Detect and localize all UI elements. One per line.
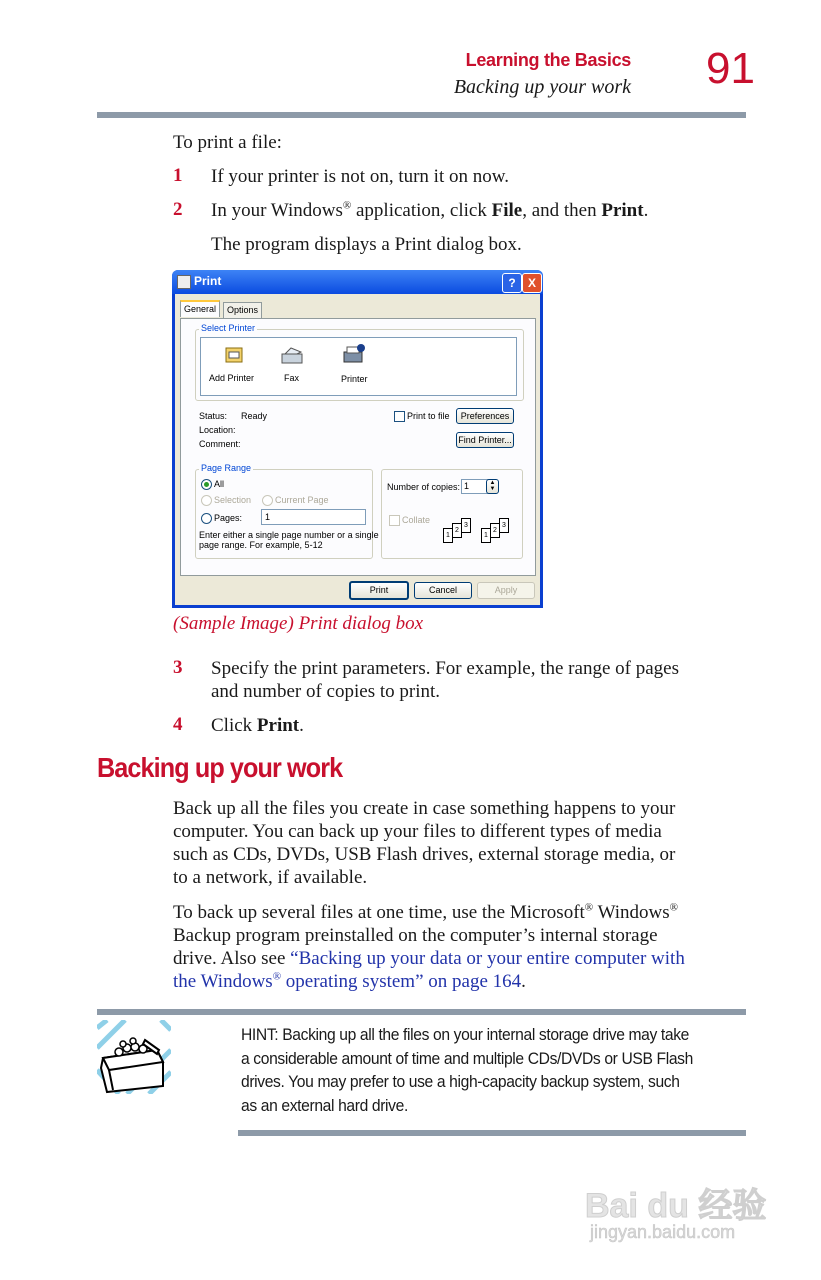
copies-label: Number of copies: bbox=[387, 482, 461, 492]
figure-caption: (Sample Image) Print dialog box bbox=[173, 613, 424, 634]
cross-reference-link[interactable]: “Backing up your data or your entire computer with bbox=[290, 948, 685, 969]
apply-button[interactable]: Apply bbox=[477, 582, 535, 599]
printer-icon bbox=[177, 275, 191, 289]
hint-line: drives. You may prefer to use a high-capacity backup system, such bbox=[241, 1072, 680, 1091]
paragraph-line: the Windows® operating system” on page 164. bbox=[173, 970, 526, 992]
printer-icon bbox=[341, 342, 367, 366]
copies-spinner[interactable]: ▲ ▼ bbox=[486, 479, 499, 494]
tab-options[interactable]: Options bbox=[223, 302, 262, 318]
paragraph-line: such as CDs, DVDs, USB Flash drives, external storage media, or bbox=[173, 844, 676, 865]
collate-page: 2 bbox=[490, 523, 500, 538]
range-hint: page range. For example, 5-12 bbox=[199, 540, 323, 550]
range-all-label: All bbox=[214, 479, 225, 489]
collate-label: Collate bbox=[402, 515, 431, 525]
paragraph-line: computer. You can back up your files to different types of media bbox=[173, 821, 662, 842]
step-number: 2 bbox=[173, 199, 183, 220]
collate-page: 1 bbox=[443, 528, 453, 543]
paragraph-line: to a network, if available. bbox=[173, 867, 368, 888]
dialog-titlebar bbox=[172, 270, 543, 294]
dialog-title: Print bbox=[194, 274, 222, 288]
print-dialog bbox=[172, 270, 543, 608]
step-text: In your Windows® application, click File, and then Print. bbox=[211, 199, 649, 221]
step-text: and number of copies to print. bbox=[211, 681, 441, 702]
close-button[interactable]: X bbox=[522, 273, 542, 293]
step-number: 1 bbox=[173, 165, 183, 186]
range-pages-radio[interactable] bbox=[201, 513, 212, 524]
range-all-radio[interactable] bbox=[201, 479, 212, 490]
hint-text bbox=[241, 1023, 706, 1117]
dialog-body bbox=[175, 294, 540, 605]
step-text: Specify the print parameters. For example, the range of pages bbox=[211, 658, 679, 679]
collate-page: 2 bbox=[452, 523, 462, 538]
section-heading: Backing up your work bbox=[97, 752, 343, 783]
range-hint: Enter either a single page number or a single bbox=[199, 530, 379, 540]
location-label: Location: bbox=[199, 425, 236, 435]
collate-page: 3 bbox=[461, 518, 471, 533]
paragraph-line: drive. Also see “Backing up your data or your entire computer with bbox=[173, 948, 685, 969]
print-button[interactable]: Print bbox=[349, 581, 409, 600]
step-text: Click Print. bbox=[211, 715, 304, 736]
page-number: 91 bbox=[706, 44, 755, 93]
step-number: 3 bbox=[173, 657, 183, 678]
add-printer-icon bbox=[223, 344, 245, 366]
running-header-subsection: Backing up your work bbox=[453, 76, 631, 98]
hint-line: HINT: Backing up all the files on your internal storage drive may take bbox=[241, 1025, 690, 1044]
tab-general[interactable]: General bbox=[180, 300, 220, 317]
range-current-radio[interactable] bbox=[262, 495, 273, 506]
hint-top-rule bbox=[97, 1009, 746, 1015]
baidu-watermark: Bai du 经验 bbox=[585, 1187, 767, 1225]
collate-page: 3 bbox=[499, 518, 509, 533]
select-printer-label: Select Printer bbox=[201, 323, 256, 333]
paragraph-line: Back up all the files you create in case something happens to your bbox=[173, 798, 676, 819]
cancel-button[interactable]: Cancel bbox=[414, 582, 472, 599]
paragraph-line: To back up several files at one time, use the Microsoft® Windows® bbox=[173, 901, 678, 923]
fax-icon bbox=[279, 346, 305, 366]
step-number: 4 bbox=[173, 714, 183, 735]
copies-input[interactable]: 1 bbox=[461, 479, 495, 494]
printer-label[interactable]: Printer bbox=[341, 374, 368, 384]
comment-label: Comment: bbox=[199, 439, 241, 449]
printer-label[interactable]: Add Printer bbox=[209, 373, 255, 383]
hint-line: as an external hard drive. bbox=[241, 1095, 408, 1115]
header-rule bbox=[97, 112, 746, 118]
help-button[interactable]: ? bbox=[502, 273, 522, 293]
cross-reference-link[interactable]: the Windows® operating system” on page 164 bbox=[173, 970, 522, 992]
range-current-label: Current Page bbox=[275, 495, 329, 505]
hint-bottom-rule bbox=[238, 1130, 746, 1136]
print-to-file-checkbox[interactable] bbox=[394, 411, 405, 422]
treasure-chest-icon bbox=[97, 1020, 171, 1094]
range-pages-label: Pages: bbox=[214, 513, 243, 523]
printer-label[interactable]: Fax bbox=[284, 373, 300, 383]
collate-checkbox[interactable] bbox=[389, 515, 400, 526]
page-range-label: Page Range bbox=[201, 463, 252, 473]
tab-panel bbox=[180, 318, 536, 576]
collate-page: 1 bbox=[481, 528, 491, 543]
step-text: If your printer is not on, turn it on now. bbox=[211, 166, 509, 187]
range-selection-radio[interactable] bbox=[201, 495, 212, 506]
paragraph-line: Backup program preinstalled on the computer’s internal storage bbox=[173, 925, 658, 946]
range-selection-label: Selection bbox=[214, 495, 252, 505]
pages-input[interactable]: 1 bbox=[261, 509, 366, 525]
intro-text: To print a file: bbox=[173, 132, 282, 153]
printer-list[interactable] bbox=[200, 337, 517, 396]
hint-line: a considerable amount of time and multiple CDs/DVDs or USB Flash bbox=[241, 1048, 693, 1068]
status-value: Ready bbox=[241, 411, 268, 421]
status-label: Status: bbox=[199, 411, 228, 421]
print-to-file-label: Print to file bbox=[407, 411, 450, 421]
baidu-watermark-url: jingyan.baidu.com bbox=[590, 1222, 736, 1242]
find-printer-button[interactable]: Find Printer... bbox=[456, 432, 514, 448]
preferences-button[interactable]: Preferences bbox=[456, 408, 514, 424]
step-note: The program displays a Print dialog box. bbox=[211, 234, 522, 255]
running-header-section: Learning the Basics bbox=[465, 50, 631, 70]
